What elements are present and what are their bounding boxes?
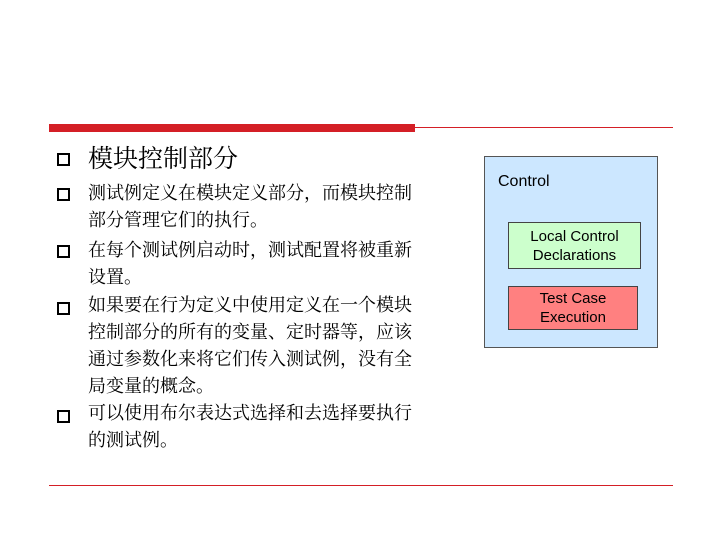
local-box-line: Declarations <box>532 246 617 264</box>
bullet-line: 通过参数化来将它们传入测试例，没有全 <box>88 349 412 370</box>
bullet-square-icon <box>57 245 70 258</box>
bullet-square-icon <box>57 153 70 166</box>
bullet-line: 部分管理它们的执行。 <box>88 210 268 231</box>
title-rule-thick <box>49 124 415 132</box>
control-title: Control <box>498 173 550 190</box>
bullet-item-3 <box>88 292 473 400</box>
test-box-line: Test Case <box>539 290 607 307</box>
test-case-execution-box <box>508 286 638 330</box>
bullet-line: 控制部分的所有的变量、定时器等，应该 <box>88 322 412 343</box>
section-heading: 模块控制部分 <box>88 144 239 173</box>
bullet-square-icon <box>57 410 70 423</box>
bullet-line: 设置。 <box>88 267 142 288</box>
footer-rule <box>49 485 673 486</box>
local-box-line: Local Control <box>530 227 619 245</box>
local-control-declarations-box <box>508 222 641 269</box>
title-rule-thin <box>415 127 673 128</box>
bullet-line: 局变量的概念。 <box>88 376 214 397</box>
test-box-line: Execution <box>540 309 606 326</box>
bullet-line: 测试例定义在模块定义部分，而模块控制 <box>88 183 412 204</box>
bullet-item-2 <box>88 237 473 291</box>
bullet-item-1 <box>88 180 473 234</box>
bullet-line: 如果要在行为定义中使用定义在一个模块 <box>88 295 412 316</box>
bullet-line: 可以使用布尔表达式选择和去选择要执行 <box>88 403 412 424</box>
bullet-line: 在每个测试例启动时，测试配置将被重新 <box>88 240 412 261</box>
bullet-line: 的测试例。 <box>88 430 178 451</box>
bullet-square-icon <box>57 188 70 201</box>
bullet-square-icon <box>57 302 70 315</box>
bullet-item-4 <box>88 400 473 454</box>
